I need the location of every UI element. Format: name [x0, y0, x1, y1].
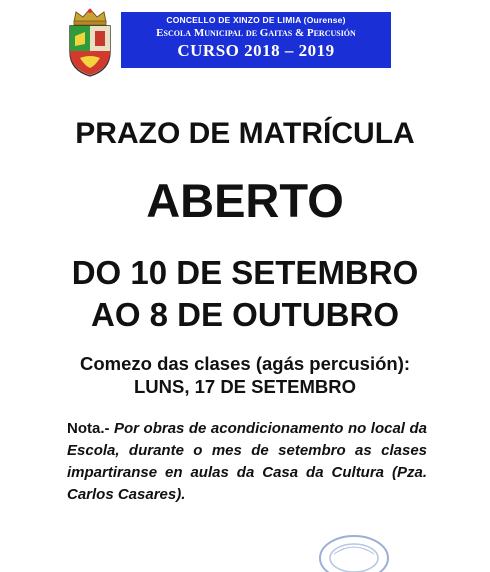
stamp-seal-icon [316, 532, 392, 572]
school-header-banner [121, 12, 391, 68]
coat-of-arms-icon [62, 6, 118, 78]
enrolment-title: PRAZO DE MATRÍCULA [75, 117, 415, 150]
course-year-line: CURSO 2018 – 2019 [177, 41, 335, 60]
enrolment-start-date: DO 10 DE SETEMBRO [71, 254, 419, 291]
enrolment-end-date: AO 8 DE OUTUBRO [90, 296, 400, 333]
note-paragraph [67, 418, 427, 506]
note-text: Por obras de acondicionamento no local da Escola, durante o mes de setembro as clases impartiranse en aulas da Casa da Cultura (Pza. Carlos Casares). [67, 420, 427, 503]
municipality-line: CONCELLO DE XINZO DE LIMIA (Ourense) [166, 15, 346, 25]
classes-start-date: LUNS, 17 DE SETEMBRO [133, 376, 357, 397]
school-name-line: Escola Municipal de Gaitas & Percusión [156, 27, 356, 39]
enrolment-status: ABERTO [146, 174, 344, 227]
classes-start-label: Comezo das clases (agás percusión): [79, 353, 411, 374]
note-label: Nota.- [67, 420, 110, 437]
